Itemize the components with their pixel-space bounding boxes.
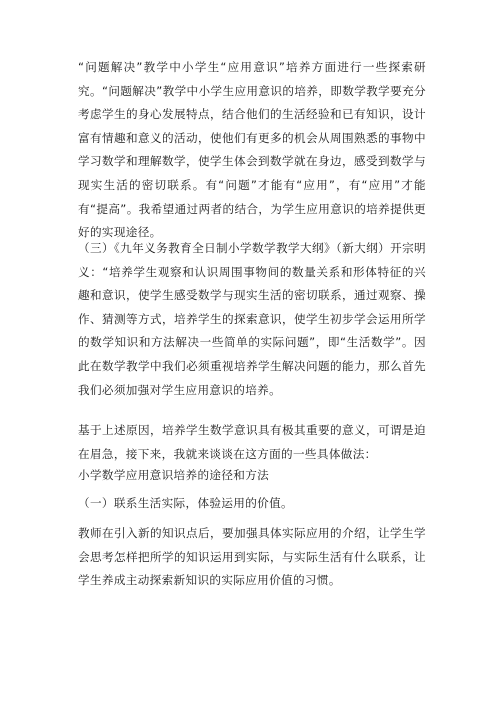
paragraph-problem-solving-research: “问题解决”教学中小学生“应用意识”培养方面进行一些探索研究。“问题解决”教学中小学生应用意识的培养，即数学教学要充分考虑学生的身心发展特点，结合他们的生活经验和已有知识，设计富有情趣和意义的活动，使他们有更多的机会从周围熟悉的事物中学习数学和理解数学，使学生体会到数学就在身边，感受到数学与现实生活的密切联系。有“问题”才能有“应用”，有“应用”才能有“提高”。我希望通过两者的结合，为学生应用意识的培养提供更好的实现途径。 — [78, 60, 426, 240]
paragraph-syllabus-quote: （三）《九年义务教育全日制小学数学教学大纲》（新大纲）开宗明义：“培养学生观察和认识周围事物间的数量关系和形体特征的兴趣和意识，使学生感受数学与现实生活的密切联系，通过观察、操作、猜测等方式，培养学生的探索意识，使学生初步学会运用所学的数学知识和方法解决一些简单的实际问题”，即“生活数学”。因此在数学教学中我们必须重视培养学生解决问题的能力，那么首先我们必须加强对学生应用意识的培养。 — [78, 241, 426, 397]
section-heading-methods: 小学数学应用意识培养的途径和方法 — [78, 468, 270, 482]
paragraph-teacher-practice: 教师在引入新的知识点后，要加强具体实际应用的介绍，让学生学会思考怎样把所学的知识运用到实际，与实际生活有什么联系，让学生养成主动探索新知识的实际应用价值的习惯。 — [78, 526, 426, 588]
paragraph-reasons: 基于上述原因，培养学生数学意识具有极其重要的意义，可谓是迫在眉急，接下来，我就来谈谈在这方面的一些具体做法： — [78, 423, 426, 461]
subsection-heading-real-life: （一）联系生活实际，体验运用的价值。 — [78, 496, 293, 510]
